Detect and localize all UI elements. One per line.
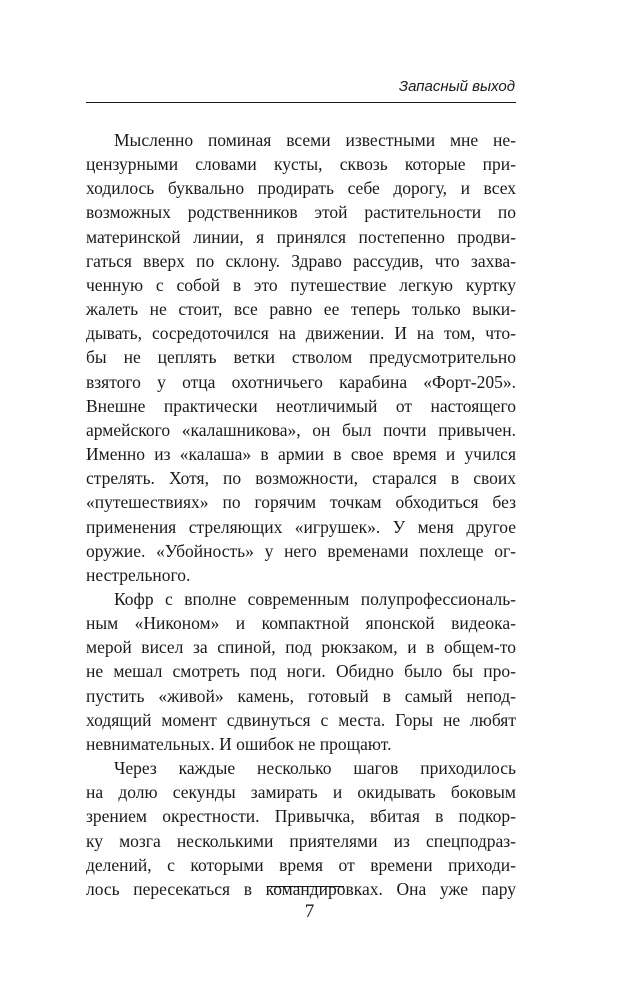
text-line: нестрельного. [86, 564, 191, 585]
text-line: ку мозга несколькими приятелями из спецподраз- [86, 830, 516, 851]
page-number: 7 [304, 901, 315, 922]
text-line: стрелять. Хотя, по возможности, старался в своих [86, 468, 516, 489]
paragraph-2 [86, 587, 516, 756]
text-line: делений, с которыми время от времени приходи- [86, 854, 516, 875]
running-head-title: Запасный выход [398, 78, 515, 95]
text-line: не мешал смотреть под ноги. Обидно было бы про- [86, 661, 516, 682]
paragraph-3 [86, 756, 516, 901]
text-line: Именно из «калаша» в армии в свое время и учился [86, 444, 516, 465]
text-line: взятого у отца охотничьего карабина «Форт-205». [86, 371, 516, 392]
text-line: армейского «калашникова», он был почти привычен. [86, 419, 516, 440]
header-rule [86, 102, 516, 103]
text-line: мерой висел за спиной, под рюкзаком, и в общем-то [86, 637, 516, 658]
text-line: ходилось буквально продирать себе дорогу, и всех [86, 178, 516, 199]
text-line: пустить «живой» камень, готовый в самый непод- [86, 685, 516, 706]
text-line: невнимательных. И ошибок не прощают. [86, 733, 392, 754]
text-line: применения стреляющих «игрушек». У меня другое [86, 516, 516, 537]
text-line: ходящий момент сдвинуться с места. Горы не любят [86, 709, 516, 730]
text-line: на долю секунды замирать и окидывать боковым [86, 782, 516, 803]
text-line: материнской линии, я принялся постепенно продви- [86, 226, 516, 247]
text-line: цензурными словами кусты, сквозь которые при- [86, 154, 516, 175]
text-line: гаться вверх по склону. Здраво рассудив, что захва- [86, 250, 516, 271]
text-line: Кофр с вполне современным полупрофессиональ- [114, 588, 516, 609]
text-line: Мысленно поминая всеми известными мне не- [114, 130, 516, 150]
paragraph-1 [86, 128, 516, 587]
text-line: Через каждые несколько шагов приходилось [114, 758, 516, 779]
text-line: дывать, сосредоточился на движении. И на том, что- [86, 323, 516, 344]
text-line: Внешне практически неотличимый от настоящего [86, 395, 516, 416]
footer-rule [267, 886, 344, 887]
text-line: зрением окрестности. Привычка, вбитая в подкор- [86, 806, 516, 827]
text-line: бы не цеплять ветки стволом предусмотрительно [86, 347, 516, 368]
text-line: оружие. «Убойность» у него временами похлеще ог- [86, 540, 516, 561]
text-line: ченную с собой в это путешествие легкую куртку [86, 274, 516, 295]
body-text [86, 128, 516, 901]
text-line: ным «Никоном» и компактной японской видеока- [86, 613, 516, 634]
text-line: возможных родственников этой растительности по [86, 202, 516, 223]
text-line: лось пересекаться в командировках. Она уже пару [86, 878, 516, 899]
text-line: жалеть не стоит, все равно ее теперь только выки- [86, 299, 516, 320]
text-line: «путешествиях» по горячим точкам обходиться без [86, 492, 516, 513]
